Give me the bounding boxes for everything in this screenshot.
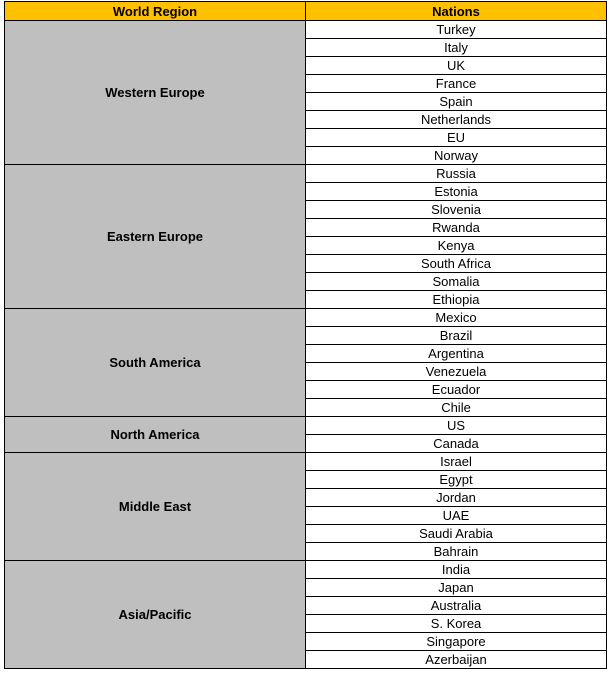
nation-cell: Turkey xyxy=(306,21,607,39)
region-cell: North America xyxy=(5,417,306,453)
nation-cell: Argentina xyxy=(306,345,607,363)
region-cell: Asia/Pacific xyxy=(5,561,306,669)
nations-header: Nations xyxy=(306,2,607,21)
header-row xyxy=(5,2,607,21)
region-cell: Eastern Europe xyxy=(5,165,306,309)
nation-cell: Chile xyxy=(306,399,607,417)
nation-cell: Japan xyxy=(306,579,607,597)
table-row xyxy=(5,417,607,435)
nation-cell: UK xyxy=(306,57,607,75)
region-cell: Western Europe xyxy=(5,21,306,165)
nation-cell: Brazil xyxy=(306,327,607,345)
nation-cell: Estonia xyxy=(306,183,607,201)
nation-cell: Somalia xyxy=(306,273,607,291)
region-cell: South America xyxy=(5,309,306,417)
nation-cell: Singapore xyxy=(306,633,607,651)
nation-cell: US xyxy=(306,417,607,435)
table-row xyxy=(5,561,607,579)
nation-cell: Canada xyxy=(306,435,607,453)
nation-cell: Bahrain xyxy=(306,543,607,561)
nation-cell: S. Korea xyxy=(306,615,607,633)
table-row xyxy=(5,21,607,39)
nation-cell: Egypt xyxy=(306,471,607,489)
nation-cell: South Africa xyxy=(306,255,607,273)
nation-cell: Spain xyxy=(306,93,607,111)
nation-cell: Saudi Arabia xyxy=(306,525,607,543)
nation-cell: Slovenia xyxy=(306,201,607,219)
nation-cell: Ethiopia xyxy=(306,291,607,309)
table-row xyxy=(5,309,607,327)
region-nations-table xyxy=(4,1,607,669)
nation-cell: Norway xyxy=(306,147,607,165)
table-row xyxy=(5,453,607,471)
table-body xyxy=(5,21,607,669)
world-region-header: World Region xyxy=(5,2,306,21)
nation-cell: Israel xyxy=(306,453,607,471)
nation-cell: Russia xyxy=(306,165,607,183)
nation-cell: EU xyxy=(306,129,607,147)
nation-cell: UAE xyxy=(306,507,607,525)
nation-cell: Italy xyxy=(306,39,607,57)
nation-cell: Netherlands xyxy=(306,111,607,129)
table-row xyxy=(5,165,607,183)
nation-cell: Kenya xyxy=(306,237,607,255)
nation-cell: Ecuador xyxy=(306,381,607,399)
nation-cell: Jordan xyxy=(306,489,607,507)
nation-cell: Mexico xyxy=(306,309,607,327)
nation-cell: Rwanda xyxy=(306,219,607,237)
nation-cell: Australia xyxy=(306,597,607,615)
nation-cell: India xyxy=(306,561,607,579)
nation-cell: France xyxy=(306,75,607,93)
nation-cell: Azerbaijan xyxy=(306,651,607,669)
nation-cell: Venezuela xyxy=(306,363,607,381)
region-cell: Middle East xyxy=(5,453,306,561)
